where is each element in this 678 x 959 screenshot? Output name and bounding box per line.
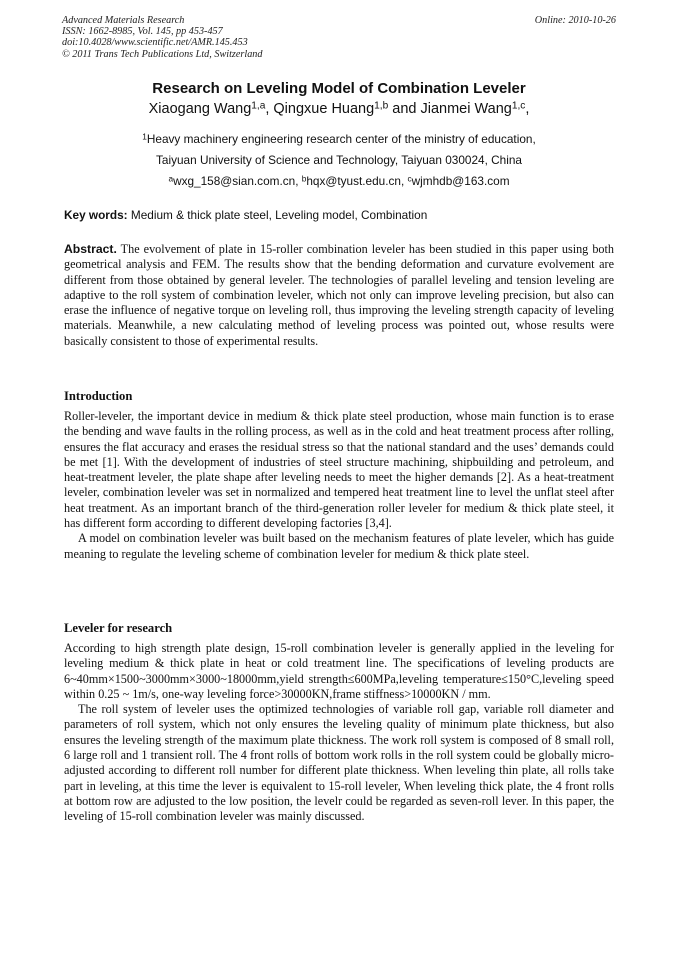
- section-heading-leveler: Leveler for research: [64, 621, 173, 635]
- issn-line: ISSN: 1662-8985, Vol. 145, pp 453-457: [62, 26, 223, 38]
- affiliation-mark: 1: [142, 132, 147, 142]
- email-address: wxg_158@sian.com.cn,: [173, 174, 302, 188]
- author-name: Xiaogang Wang: [148, 101, 252, 117]
- paragraph: The roll system of leveler uses the optimized technologies of variable roll gap, variable roll diameter and parameters of roll system, which not only ensures the leveling quality of minimum plate thickness, but also ensures the leveling strength of the maximum plate thickness. The work roll system is composed of 8 small roll, 6 large roll and 1 transient roll. The 4 front rolls of bottom work rolls in the roll system could be globally micro-adjusted according to different roll number for different plate thickness. When leveling thin plate, all rolls take part in leveling, at this time the lever is equivalent to 15-roll leveler, When leveling thick plate, the 4 front rolls at bottom row are adjusted to the low position, the levelr could be regarded as seven-roll lever. In this paper, the leveling of 15-roll combination leveler was mainly discussed.: [64, 702, 614, 824]
- abstract-text: The evolvement of plate in 15-roller combination leveler has been studied in this paper using both geometrical analysis and FEM. The results show that the bending deformation and curvature evolvement are different from those obtained by general leveler. The technologies of parallel leveling and tension leveling are adaptive to the roll system of combination leveler, which not only can improve leveling precision, but also can erase the influence of negative torque on leveling roll, thus improving the leveling strength capacity of leveling materials. Meanwhile, a new calculating method of leveling process was pointed out, whose results were basically consistent to those of experimental results.: [64, 242, 614, 348]
- journal-name: Advanced Materials Research: [62, 15, 185, 26]
- email-mark: b: [301, 174, 307, 184]
- copyright-line: © 2011 Trans Tech Publications Ltd, Switzerland: [62, 48, 263, 60]
- keywords-label: Key words:: [64, 208, 128, 222]
- email-address: hqx@tyust.edu.cn,: [306, 174, 408, 188]
- keywords-text: Medium & thick plate steel, Leveling model, Combination: [127, 208, 428, 222]
- journal-header: [62, 15, 262, 60]
- paragraph: Roller-leveler, the important device in medium & thick plate steel production, whose main function is to erase the bending and wave faults in the rolling process, as well as in the cold and heat treatment process after rolling, ensures the flat accuracy and erases the residual stress so that the national standard and the uses’ demands could be met [1]. With the development of industries of steel structure machining, shipbuilding and petroleum, and heat-treatment leveler, the plate shape after leveling needs to meet the higher demands [2]. As a heat-treatment leveler, combination leveler was set in normalized and tempered heat treatment line to level the unflat steel after heat treatment. As an important branch of the third-generation roller leveler for medium & thick plate steel, it has different form according to different developing factories [3,4].: [64, 409, 614, 531]
- paragraph: A model on combination leveler was built based on the mechanism features of plate leveler, which has guide meaning to regulate the leveling scheme of combination leveler for medium & thick plate steel.: [64, 531, 614, 561]
- author-name: Qingxue Huang: [273, 101, 375, 117]
- email-address: wjmhdb@163.com: [411, 174, 510, 188]
- introduction-body: [64, 409, 614, 562]
- abstract: [64, 242, 614, 349]
- section-heading-introduction: Introduction: [64, 389, 133, 403]
- author-affiliation-mark: 1,c: [511, 100, 526, 112]
- author-name: Jianmei Wang: [420, 101, 512, 117]
- email-line: [0, 174, 678, 188]
- author-separator: ,: [265, 101, 274, 117]
- author-separator: and: [388, 101, 421, 117]
- online-date: Online: 2010-10-26: [534, 15, 616, 26]
- paper-title: Research on Leveling Model of Combination Leveler: [152, 80, 526, 97]
- email-mark: a: [168, 174, 174, 184]
- affiliation-text: Heavy machinery engineering research center of the ministry of education,: [146, 132, 536, 146]
- affiliation-line-2: Taiyuan University of Science and Technology, Taiyuan 030024, China: [156, 153, 522, 167]
- keywords: [64, 208, 427, 222]
- abstract-label: Abstract.: [64, 242, 117, 256]
- paragraph: According to high strength plate design, 15-roll combination leveler is generally applied in the leveling for leveling medium & thick plate in heat or cold treatment line. The specifications of leveling products are 6~40mm×1500~3000mm×3000~18000mm,yield strength≤600MPa,leveling temperature≤150°C,leveling speed within 0.25 ~ 1m/s, one-way leveling force>30000KN,frame stiffness>10000KN / mm.: [64, 641, 614, 701]
- doi-line: doi:10.4028/www.scientific.net/AMR.145.453: [62, 37, 248, 49]
- affiliation-line-1: [0, 132, 678, 146]
- author-affiliation-mark: 1,b: [374, 100, 389, 112]
- author-list: [0, 101, 678, 117]
- author-affiliation-mark: 1,a: [251, 100, 266, 112]
- leveler-section-body: [64, 641, 614, 825]
- author-separator: ,: [525, 101, 530, 117]
- email-mark: c: [407, 174, 412, 184]
- abstract-paragraph: [64, 242, 614, 349]
